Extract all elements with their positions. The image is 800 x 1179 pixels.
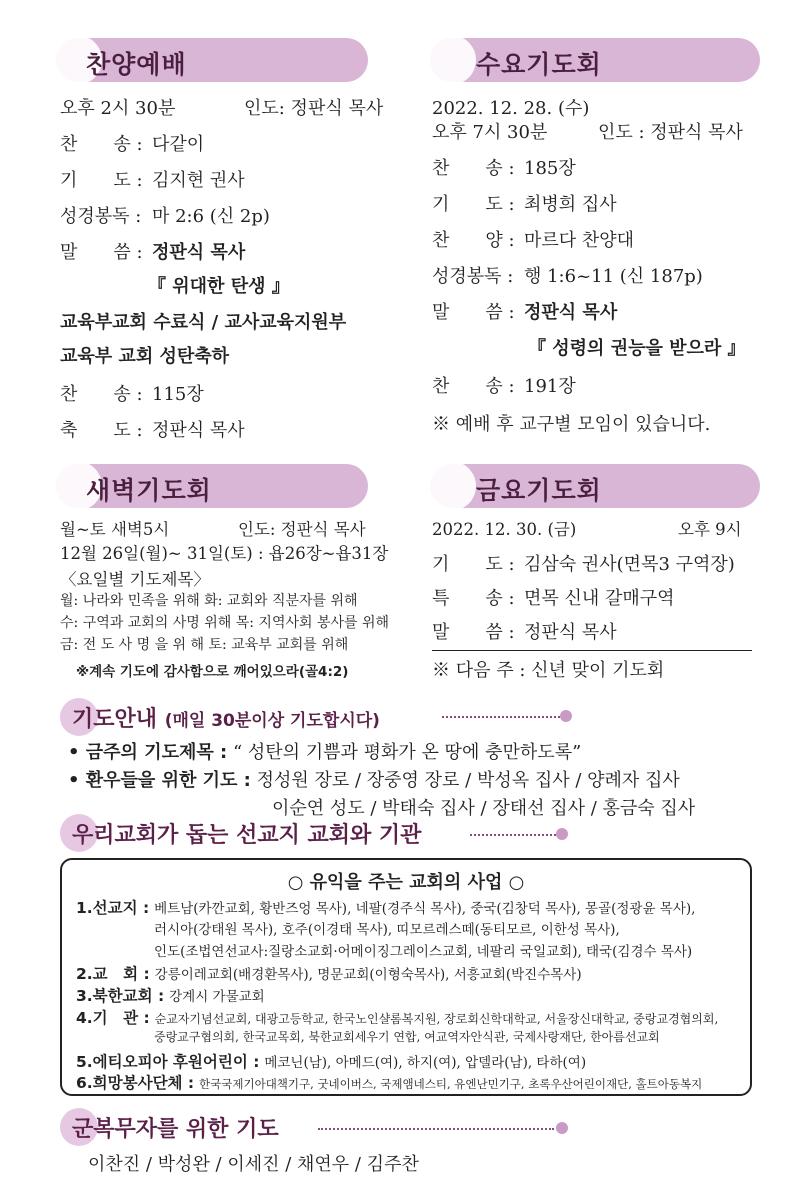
scripture: 행 1:6~11 (신 187p) — [524, 266, 703, 287]
note: ※ 예배 후 교구별 모임이 있습니다. — [432, 414, 711, 435]
dotted-leader — [442, 716, 560, 718]
sermon-title: 『 성령의 권능을 받으라 』 — [528, 338, 746, 359]
leader: 인도 : 정판식 목사 — [598, 122, 743, 143]
decor-dot — [560, 710, 572, 722]
hymn: 115장 — [152, 384, 204, 405]
mission-row: 베트남(카깐교회, 황반즈엉 목사), 네팔(경주식 목사), 중국(김창덕 목사), 몽골(정광윤 목사), — [154, 901, 696, 917]
choir: 마르다 찬양대 — [524, 230, 635, 251]
topic-row: 수: 구역과 교회의 사명 위해 목: 지역사회 봉사를 위해 — [60, 615, 390, 631]
benediction: 정판식 목사 — [152, 420, 245, 441]
leader: 인도: 정판식 목사 — [238, 520, 366, 539]
decor-dot — [556, 1122, 568, 1134]
section-header-friday — [430, 464, 760, 508]
section-subtitle: (매일 30분이상 기도합시다) — [164, 711, 380, 731]
hymn: 다같이 — [152, 134, 205, 155]
sick-prayer-label: • 환우들을 위한 기도 : — [68, 770, 251, 791]
preacher: 정판식 목사 — [152, 242, 246, 263]
prayer-guide-header — [72, 702, 380, 733]
section-title: 군복무자를 위한 기도 — [72, 1117, 279, 1142]
hymn: 185장 — [524, 158, 576, 179]
missions-box: ○ 유익을 주는 교회의 사업 ○ 1.선교지 : 베트남(카깐교회, 황반즈엉 목사), 네팔(경주식 목사), 중국(김창덕 목사), 몽골(정광윤 목사), 러시아(강태원 목사), 호주(이경태 목사), 띠모르레스떼(동티모르, 이한성 목사), 인도(조법연선교사:질랑소교회·어메이징그레이스교회, 네팔리 국일교회), 태국(김경수 목사) 2.교 회 : 강릉이레교회(배경환목사), 명문교회(이형숙목사), 서흥교회(박진수목사) 3.북한교회 : 강계시 가물교회 4.기 관 : 순교자기념선교회, 대광고등학교, 한국노인샬롬복지원, 장로회신학대학교, 서울장신대학교, 중랑교경협의회, 중랑교구협의회, 한국교목회, 북한교회세우기 연합, 여교역자안식관, 국제사랑재단, 한아름선교회 5.에티오피아 후원어린이 : 메코닌(남), 아메드(여), 하지(여), 압델라(남), 타하(여) 6.희망봉사단체 : 한국국제기아대책기구, 굿네이버스, 국제앰네스티, 유엔난민기구, 초록우산어린이재단, 홀트아동복지 — [60, 858, 752, 1096]
prayer: 김삼숙 권사(면목3 구역장) — [524, 554, 735, 575]
mission-row: 인도(조법연선교사:질랑소교회·어메이징그레이스교회, 네팔리 국일교회), 태국(김경수 목사) — [154, 944, 693, 960]
mission-row: 중랑교구협의회, 한국교목회, 북한교회세우기 연합, 여교역자안식관, 국제사랑재단, 한아름선교회 — [154, 1030, 660, 1044]
section-title: 새벽기도회 — [86, 476, 212, 505]
topics-header: 〈요일별 기도제목〉 — [60, 570, 210, 589]
section-header-sunday — [56, 38, 368, 82]
time: 오후 7시 30분 — [432, 122, 548, 143]
dotted-leader — [470, 834, 556, 836]
divider — [432, 650, 752, 651]
mission-row: 강릉이레교회(배경환목사), 명문교회(이형숙목사), 서흥교회(박진수목사) — [154, 967, 582, 983]
notice: 교육부교회 수료식 / 교사교육지원부 — [60, 312, 347, 333]
dotted-leader — [318, 1128, 554, 1130]
section-header-wednesday — [430, 38, 760, 82]
topic-row: 월: 나라와 민족을 위해 화: 교회와 직분자를 위해 — [60, 593, 358, 609]
preacher: 정판식 목사 — [524, 622, 617, 643]
section-title: 수요기도회 — [476, 50, 602, 79]
preacher: 정판식 목사 — [524, 302, 618, 323]
section-title: 우리교회가 돕는 선교지 교회와 기관 — [72, 823, 422, 848]
missions-header — [72, 818, 421, 849]
range: 12월 26일(월)~ 31일(토) : 욥26장~욥31장 — [60, 544, 389, 563]
prayer: 최병희 집사 — [524, 194, 617, 215]
leader: 인도: 정판식 목사 — [244, 98, 384, 119]
verse: ※계속 기도에 감사함으로 깨어있으라(골4:2) — [76, 664, 349, 680]
sick-names: 이순연 성도 / 박태숙 집사 / 장태선 집사 / 홍금숙 집사 — [272, 798, 696, 819]
military-header — [72, 1112, 279, 1143]
section-title: 찬양예배 — [86, 50, 187, 79]
notice: 교육부 교회 성탄축하 — [60, 346, 230, 367]
scripture: 마 2:6 (신 2p) — [152, 206, 270, 227]
week-topic: “ 성탄의 기쁨과 평화가 온 땅에 충만하도록” — [232, 742, 582, 763]
box-title: ○ 유익을 주는 교회의 사업 ○ — [287, 872, 525, 893]
date: 2022. 12. 30. (금) — [432, 520, 577, 539]
military-names: 이찬진 / 박성완 / 이세진 / 채연우 / 김주찬 — [88, 1154, 419, 1175]
week-topic-label: • 금주의 기도제목 : — [68, 742, 228, 763]
topic-row: 금: 전 도 사 명 을 위 해 토: 교육부 교회를 위해 — [60, 637, 349, 653]
hymn: 191장 — [524, 376, 576, 397]
section-header-dawn — [56, 464, 368, 508]
section-title: 기도안내 — [72, 707, 158, 732]
time: 월~토 새벽5시 — [60, 520, 170, 539]
prayer: 김지현 권사 — [152, 170, 245, 191]
time: 오후 9시 — [678, 520, 742, 539]
sick-names: 정성원 장로 / 장중영 장로 / 박성옥 집사 / 양례자 집사 — [256, 770, 680, 791]
time: 오후 2시 30분 — [60, 98, 176, 119]
section-title: 금요기도회 — [476, 476, 602, 505]
decor-dot — [556, 828, 568, 840]
next-week: ※ 다음 주 : 신년 맞이 기도회 — [432, 660, 665, 681]
mission-row: 러시아(강태원 목사), 호주(이경태 목사), 띠모르레스떼(동티모르, 이한성 목사), — [154, 922, 620, 938]
mission-row: 순교자기념선교회, 대광고등학교, 한국노인샬롬복지원, 장로회신학대학교, 서울장신대학교, 중랑교경협의회, — [154, 1012, 719, 1026]
date: 2022. 12. 28. (수) — [432, 98, 590, 119]
special-song: 면목 신내 갈매구역 — [524, 588, 675, 609]
mission-row: 한국국제기아대책기구, 굿네이버스, 국제앰네스티, 유엔난민기구, 초록우산어린이재단, 홀트아동복지 — [199, 1077, 703, 1091]
sermon-title: 『 위대한 탄생 』 — [148, 276, 290, 297]
mission-row: 메코닌(남), 아메드(여), 하지(여), 압델라(남), 타하(여) — [264, 1055, 587, 1071]
mission-row: 강계시 가물교회 — [169, 989, 265, 1005]
